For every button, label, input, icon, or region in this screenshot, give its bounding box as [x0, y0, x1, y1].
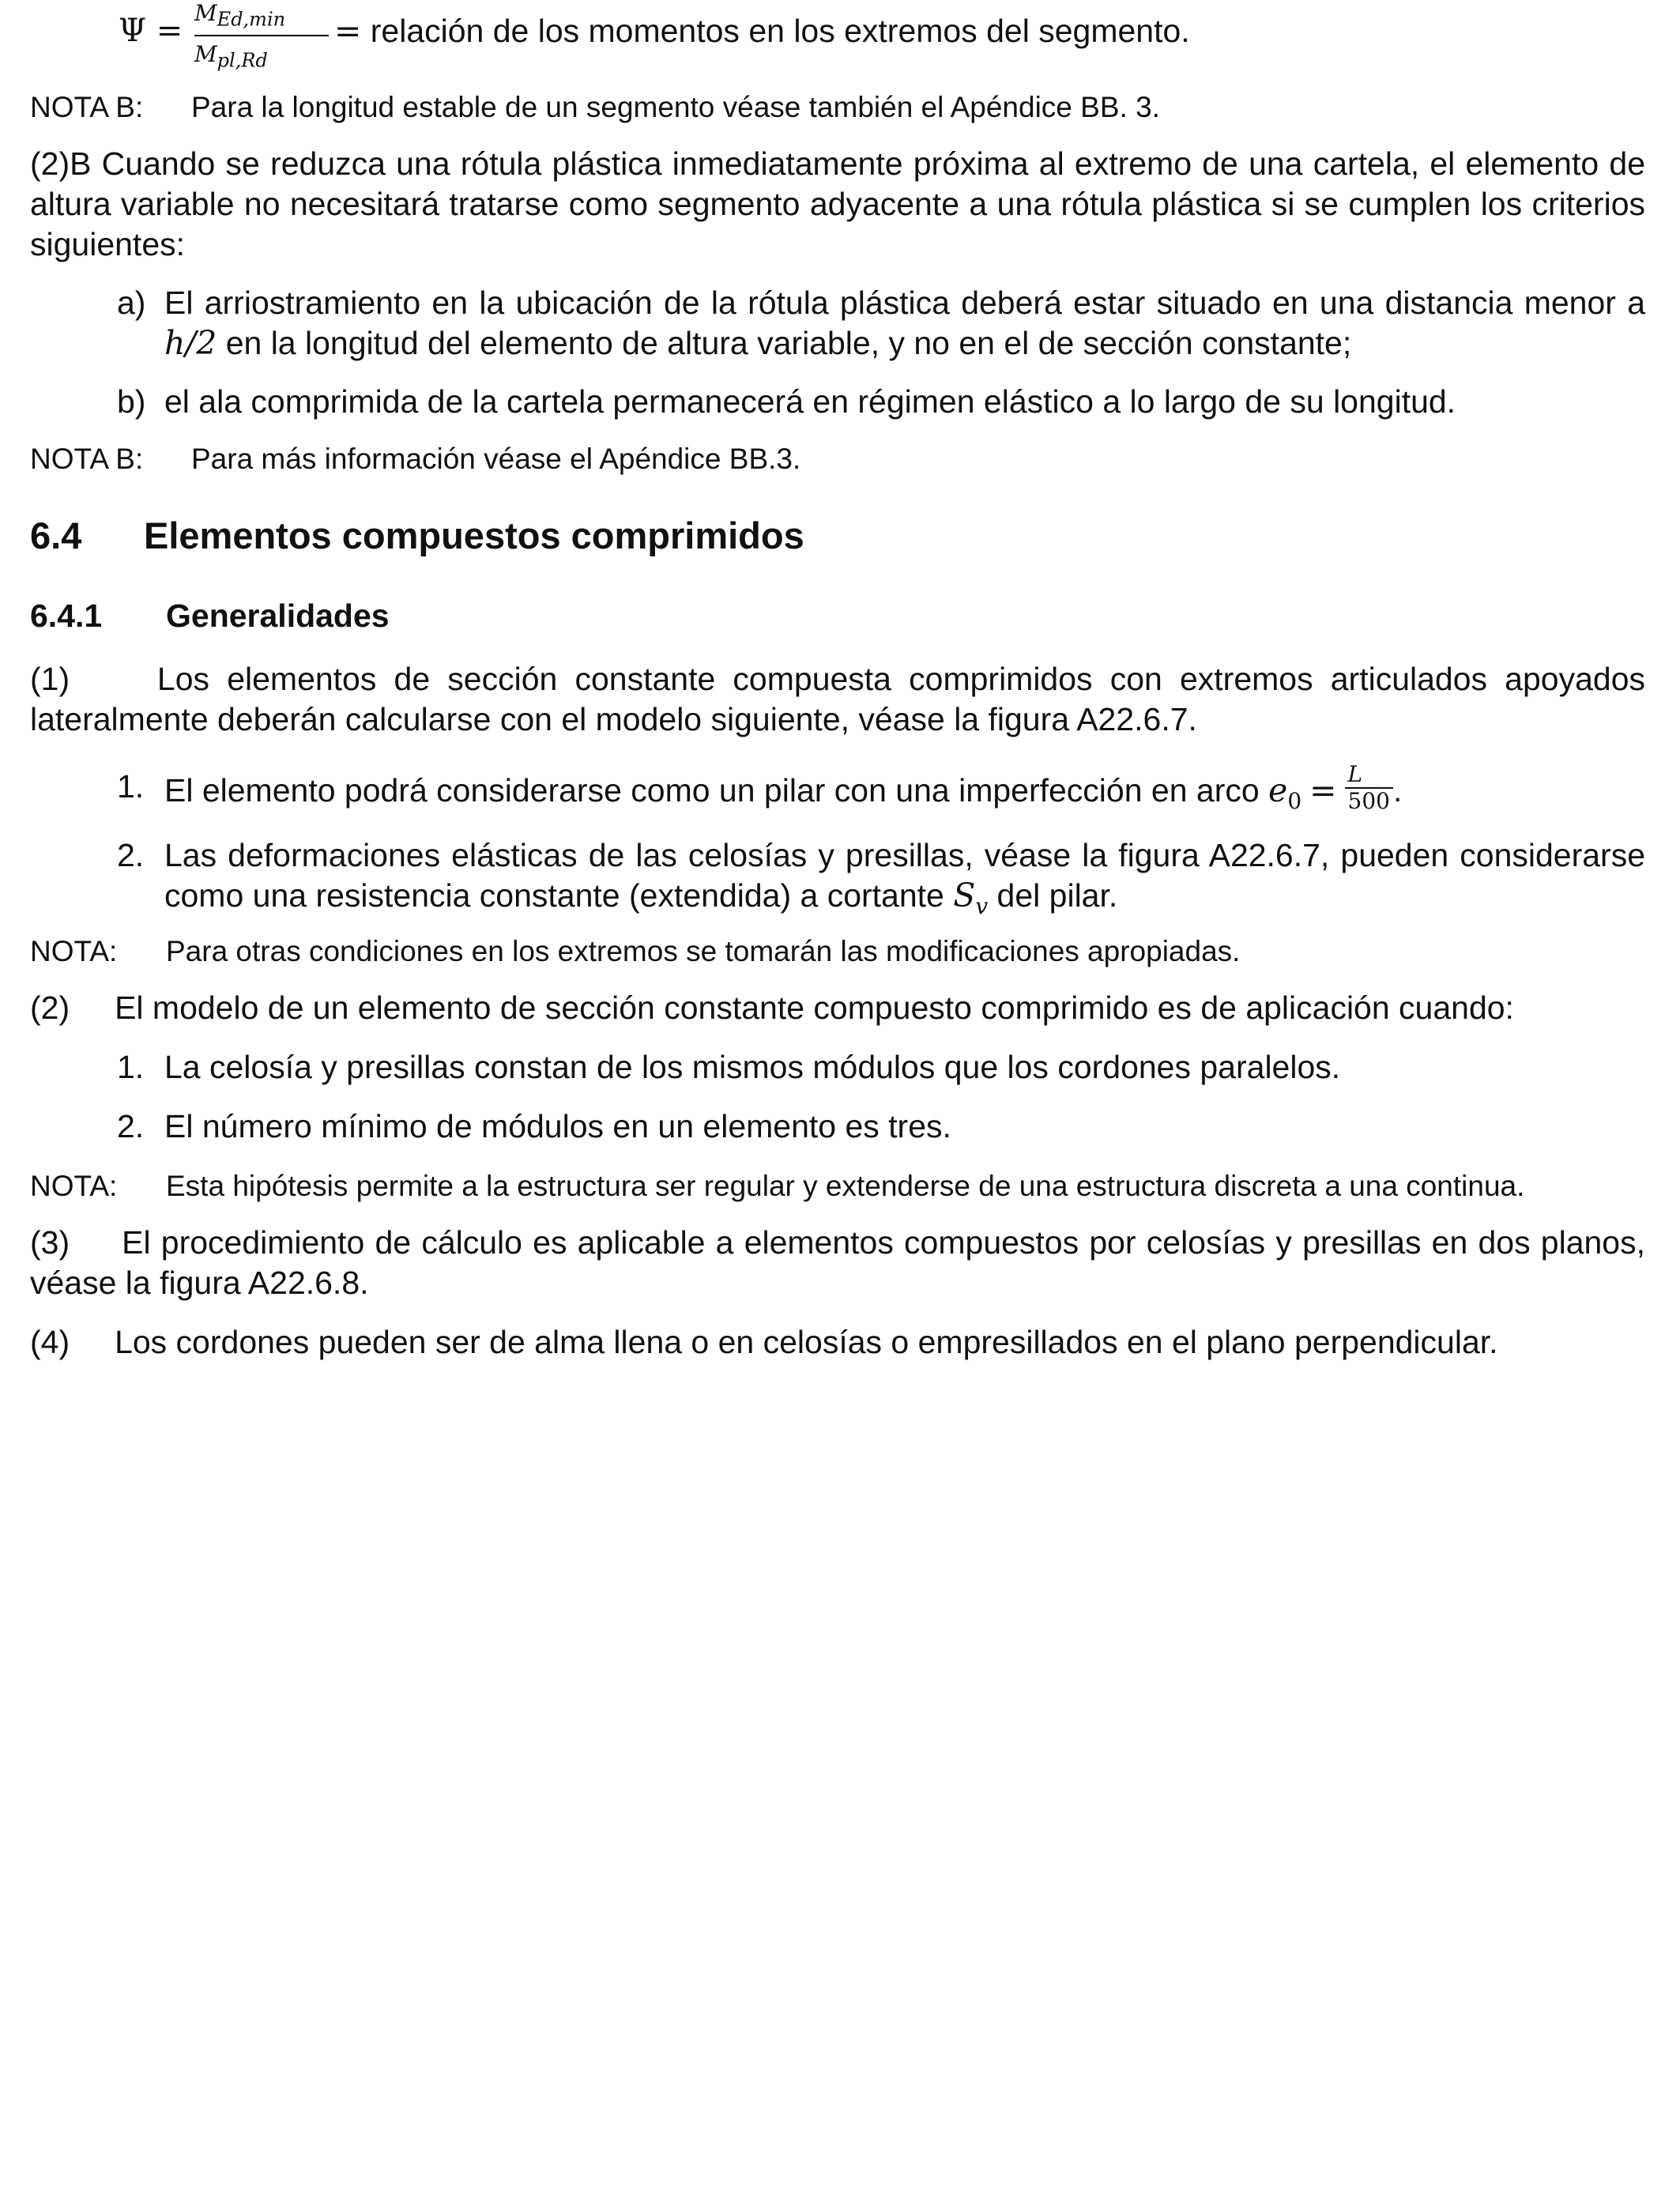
psi-text: relación de los momentos en los extremos del segmento.	[361, 13, 1190, 49]
item-a-math: h/2	[164, 324, 217, 362]
nota-label: NOTA:	[30, 935, 118, 967]
psi-formula-line	[30, 0, 1645, 73]
section-heading-6-4-1	[30, 596, 390, 636]
item-1-1-text-after: .	[1392, 771, 1403, 809]
math-var-s: S	[953, 876, 976, 914]
fraction-l-500	[1345, 762, 1393, 814]
section-title: Elementos compuestos comprimidos	[144, 515, 804, 556]
paragraph-3: (3) El procedimiento de cálculo es aplicable a elementos compuestos por celosías y presillas en dos planos, véase la figura A22.6.8.	[30, 1224, 1655, 1301]
item-2-1-text: La celosía y presillas constan de los mismos módulos que los cordones paralelos.	[164, 1049, 1341, 1085]
list-marker: b)	[117, 383, 146, 420]
paragraph-2b: (2)B Cuando se reduzca una rótula plástica inmediatamente próxima al extremo de una cartela, el elemento de altura variable no necesitará tratarse como segmento adyacente a una rótula plástica si se cumplen los criterios siguientes:	[30, 145, 1645, 262]
nota-b-stable-length	[30, 89, 1160, 126]
nota-text: Para la longitud estable de un segmento véase también el Apéndice BB. 3.	[191, 91, 1160, 123]
nota-hypothesis	[30, 1168, 1524, 1204]
math-sub-0: 0	[1287, 788, 1302, 815]
psi-eq: =	[334, 12, 362, 50]
section-heading-6-4	[30, 514, 804, 558]
list-marker: 1.	[117, 1049, 145, 1085]
fraction-denominator: 500	[1347, 788, 1390, 814]
list-marker: 1.	[117, 768, 145, 805]
item-1-2-text-after: del pilar.	[988, 877, 1118, 914]
nota-label: NOTA B:	[30, 443, 144, 475]
nota-text: Para otras condiciones en los extremos se tomarán las modificaciones apropiadas.	[166, 935, 1241, 967]
nota-label: NOTA:	[30, 1170, 118, 1202]
list-item-1-2	[117, 835, 1645, 926]
nota-end-conditions	[30, 933, 1240, 970]
fraction-numerator: L	[1345, 762, 1393, 789]
item-1-2-text-before: Las deformaciones elásticas de las celosías y presillas, véase la figura A22.6.7, pueden considerarse como una resistencia constante (extendida) a cortante	[164, 837, 1645, 914]
list-item-b	[117, 382, 1645, 422]
psi-denominator: M	[194, 40, 217, 67]
psi-lhs: Ψ =	[119, 13, 183, 49]
paragraph-1: (1) Los elementos de sección constante compuesta comprimidos con extremos articulados apoyados lateralmente deberán calcularse con el modelo siguiente, véase la figura A22.6.7.	[30, 661, 1655, 737]
nota-text: Para más información véase el Apéndice BB.3.	[191, 443, 801, 475]
list-item-a	[117, 283, 1645, 364]
item-a-text-after: en la longitud del elemento de altura variable, y no en el de sección constante;	[217, 325, 1352, 361]
nota-text: Esta hipótesis permite a la estructura ser regular y extenderse de una estructura discreta a una continua.	[166, 1170, 1525, 1202]
item-a-text-before: El arriostramiento en la ubicación de la rótula plástica deberá estar situado en una distancia menor a	[164, 285, 1645, 321]
psi-fraction	[194, 0, 329, 73]
list-item-2-1	[117, 1047, 1645, 1088]
section-title: Generalidades	[166, 598, 390, 634]
psi-description	[334, 11, 1190, 51]
item-b-text: el ala comprimida de la cartela permanecerá en régimen elástico a lo largo de su longitud.	[164, 383, 1456, 420]
paragraph-2: (2) El modelo de un elemento de sección constante compuesto comprimido es de aplicación cuando:	[30, 990, 1514, 1026]
list-marker: 2.	[117, 1108, 145, 1144]
psi-numerator-sub: Ed,min	[217, 8, 286, 31]
math-var-e: e	[1268, 771, 1288, 809]
list-marker: a)	[117, 285, 146, 321]
psi-denominator-sub: pl,Rd	[217, 49, 268, 72]
section-number: 6.4	[30, 515, 82, 556]
item-2-2-text: El número mínimo de módulos en un elemento es tres.	[164, 1108, 951, 1144]
nota-b-more-info	[30, 441, 800, 477]
psi-numerator: M	[194, 0, 217, 26]
math-sub-v: v	[975, 893, 989, 920]
item-1-1-text-before: El elemento podrá considerarse como un pilar con una imperfección en arco	[164, 771, 1269, 809]
math-eq: =	[1309, 771, 1337, 809]
paragraph-4: (4) Los cordones pueden ser de alma llena o en celosías o empresillados en el plano perpendicular.	[30, 1324, 1498, 1360]
list-marker: 2.	[117, 837, 145, 873]
list-item-2-2	[117, 1106, 1645, 1147]
list-item-1-1	[117, 761, 1645, 824]
nota-label: NOTA B:	[30, 91, 144, 123]
section-number: 6.4.1	[30, 598, 103, 634]
